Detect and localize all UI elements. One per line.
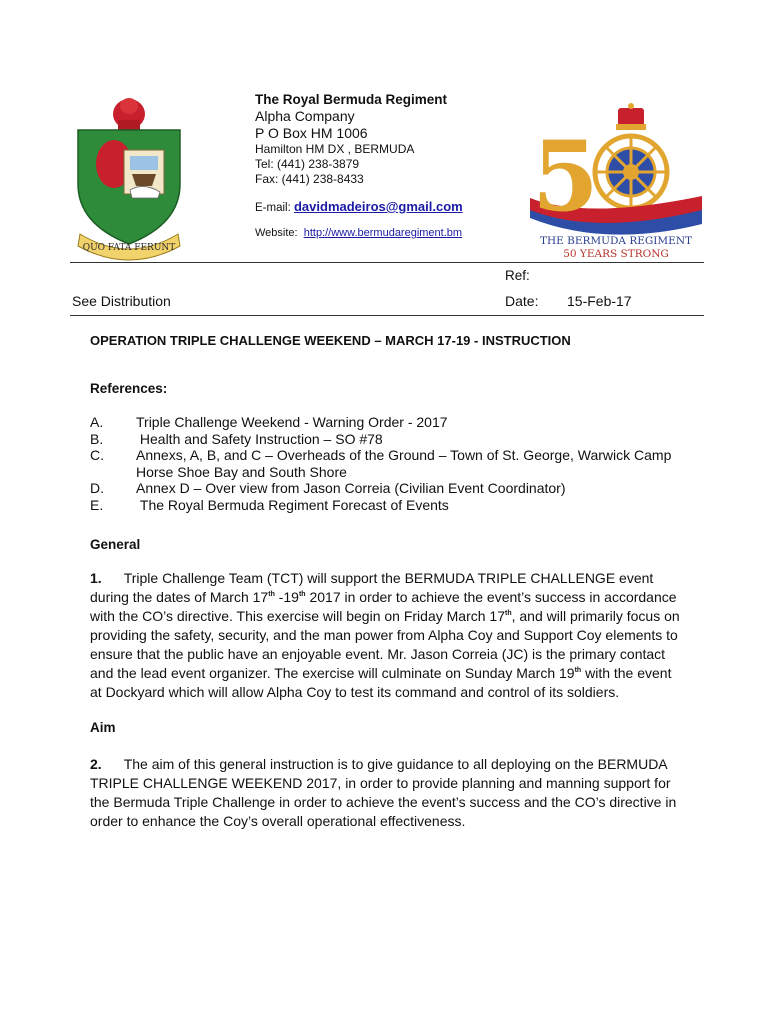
general-heading: General — [90, 537, 141, 552]
telephone: Tel: (441) 238-3879 — [255, 157, 360, 171]
logo-tagline: 50 YEARS STRONG — [563, 248, 669, 260]
paragraph-number: 1. — [90, 570, 102, 586]
date-label: Date: — [505, 293, 539, 309]
company-name: Alpha Company — [255, 108, 355, 124]
email-link[interactable]: davidmadeiros@gmail.com — [293, 199, 463, 214]
email-row — [255, 199, 515, 216]
bermuda-coat-of-arms — [74, 94, 184, 262]
reference-letter: E. — [90, 496, 104, 513]
reference-letter: A. — [90, 414, 104, 430]
website-row — [255, 226, 515, 241]
anniversary-numeral: 5 — [532, 120, 599, 233]
paragraph-2: 2. The aim of this general instruction is to give guidance to all deploying on the BERMUDA TRIPLE CHALLENGE WEEKEND 2017, in order to provide planning and manning support for the Bermuda Triple Challenge in order to achieve the event’s success and the CO’s directive in order to enhance the Coy’s overall operational effectiveness. — [90, 756, 677, 829]
organization-name: The Royal Bermuda Regiment — [255, 92, 448, 107]
distribution-label: See Distribution — [72, 293, 171, 309]
website-link[interactable]: http://www.bermudaregiment.bm — [303, 227, 463, 239]
paragraph-1: 1. Triple Challenge Team (TCT) will support the BERMUDA TRIPLE CHALLENGE event during the dates of March 17th -19th 2017 in order to achieve the event’s success in accordance with the CO’s directive. This exercise will begin on Friday March 17th, and will primarily focus on providing the safety, security, and the man power from Alpha Coy and Support Coy elements to ensure that the public have an enjoyable event. Mr. Jason Correia (JC) is the primary contact and the lead event organizer. The exercise will culminate on Sunday March 19th with the event at Dockyard which will allow Alpha Coy to test its command and control of its soldiers. — [90, 570, 680, 700]
email-label: E-mail: — [255, 202, 291, 214]
reference-text: The Royal Bermuda Regiment Forecast of Events — [136, 496, 449, 513]
date-value: 15-Feb-17 — [567, 293, 632, 309]
regiment-text: THE BERMUDA REGIMENT — [539, 235, 693, 247]
reference-item — [90, 497, 690, 514]
lion-icon — [113, 98, 145, 130]
aim-heading: Aim — [90, 720, 116, 735]
reference-text: Annexs, A, B, and C – Overheads of the Ground – Town of St. George, Warwick Camp Horse Shoe Bay and South Shore — [136, 447, 676, 480]
reference-text: Annex D – Over view from Jason Correia (Civilian Event Coordinator) — [136, 480, 566, 496]
meta-rule — [70, 315, 704, 316]
fax: Fax: (441) 238-8433 — [255, 172, 364, 186]
fifty-years-logo — [526, 100, 706, 265]
document-title: OPERATION TRIPLE CHALLENGE WEEKEND – MARCH 17-19 - INSTRUCTION — [90, 333, 571, 348]
reference-letter: D. — [90, 480, 104, 496]
paragraph-number: 2. — [90, 756, 102, 772]
reference-text: Triple Challenge Weekend - Warning Order - 2017 — [136, 414, 448, 430]
reference-letter: C. — [90, 447, 104, 463]
reference-item — [90, 431, 690, 448]
crest-motto: QUO FATA FERUNT — [82, 243, 176, 253]
po-box: P O Box HM 1006 — [255, 125, 368, 141]
references-heading: References: — [90, 381, 168, 396]
reference-text: Health and Safety Instruction – SO #78 — [136, 430, 383, 447]
city-address: Hamilton HM DX , BERMUDA — [255, 142, 415, 156]
website-label: Website: — [255, 227, 298, 239]
reference-item — [90, 480, 690, 497]
reference-letter: B. — [90, 430, 104, 447]
header-rule — [70, 262, 704, 263]
letterhead — [255, 92, 515, 241]
references-list — [90, 414, 690, 513]
reference-item — [90, 447, 690, 480]
crown-icon — [616, 103, 646, 130]
ref-label: Ref: — [505, 268, 530, 283]
reference-item — [90, 414, 690, 431]
